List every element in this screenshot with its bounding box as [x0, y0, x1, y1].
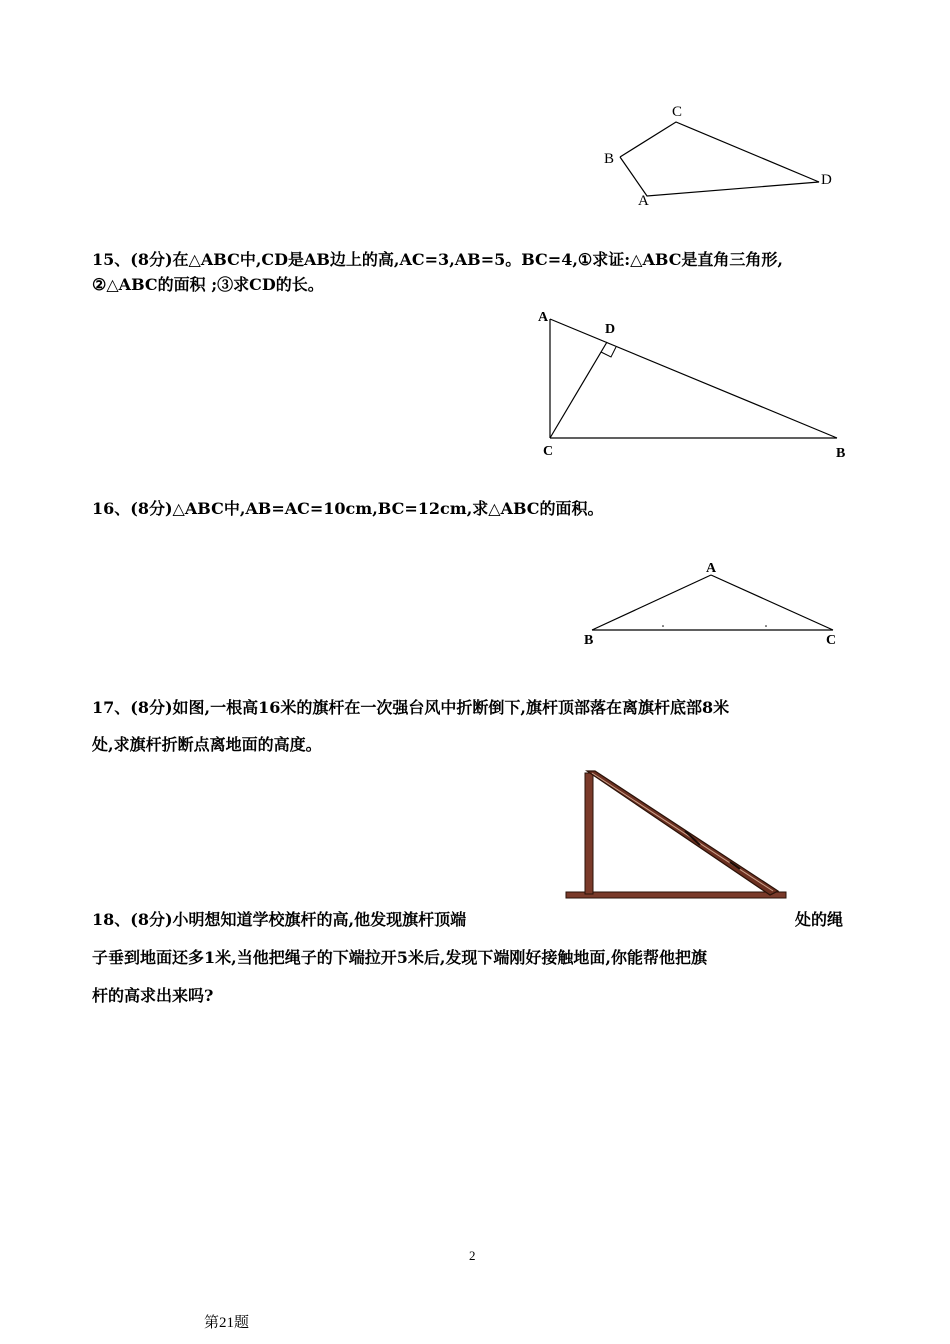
page-number: 2 — [469, 1248, 476, 1263]
label-quad-d: D — [821, 172, 832, 188]
question-15-line-1: 15、(8分)在△ABC中,CD是AB边上的高,AC=3,AB=5。BC=4,①求证:△ABC是直角三角形, — [92, 250, 783, 269]
label-15-c: C — [543, 444, 554, 459]
right-triangle-figure — [540, 305, 860, 465]
label-15-d: D — [605, 322, 616, 337]
question-17-line-1: 17、(8分)如图,一根高16米的旗杆在一次强台风中折断倒下,旗杆顶部落在离旗杆底部8米 — [92, 698, 730, 717]
figure-caption: 第21题 — [204, 1315, 250, 1331]
question-18-line-1-start: 18、(8分)小明想知道学校旗杆的高,他发现旗杆顶端 — [92, 910, 467, 929]
question-18-line-1-end: 处的绳 — [795, 910, 844, 929]
question-18-line-3: 杆的高求出来吗? — [92, 986, 214, 1005]
question-17-line-2: 处,求旗杆折断点离地面的高度。 — [92, 735, 322, 754]
broken-flagpole-figure — [560, 765, 790, 915]
label-15-a: A — [538, 310, 549, 325]
label-quad-a: A — [638, 193, 649, 209]
label-15-b: B — [836, 446, 846, 461]
label-16-c: C — [826, 633, 837, 648]
label-quad-c: C — [672, 104, 683, 120]
question-18-line-2: 子垂到地面还多1米,当他把绳子的下端拉开5米后,发现下端刚好接触地面,你能帮他把旗 — [92, 948, 707, 967]
quadrilateral-figure — [600, 100, 840, 215]
label-quad-b: B — [604, 151, 615, 167]
label-16-b: B — [584, 633, 594, 648]
question-16-line-1: 16、(8分)△ABC中,AB=AC=10cm,BC=12cm,求△ABC的面积。 — [92, 499, 604, 518]
label-16-a: A — [706, 561, 717, 576]
question-15-line-2: ②△ABC的面积 ;③求CD的长。 — [92, 275, 324, 294]
